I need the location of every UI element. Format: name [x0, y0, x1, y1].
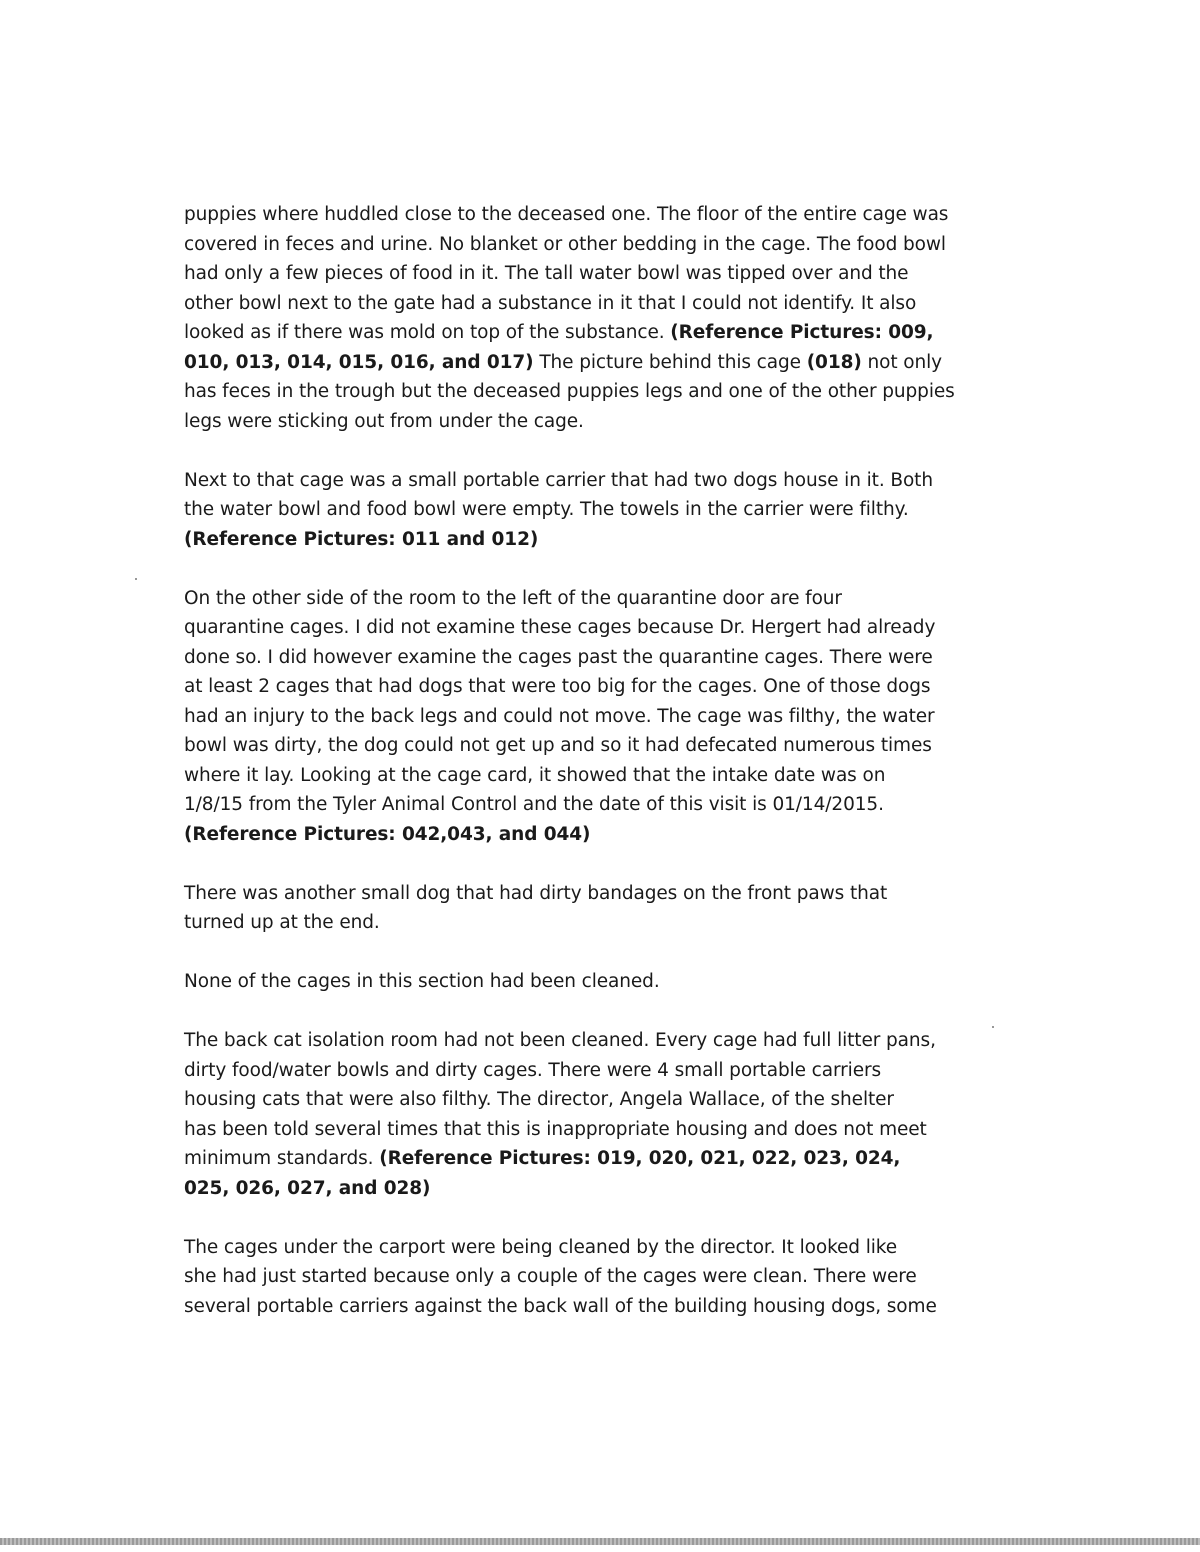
reference-pictures-text: (Reference Pictures: 009, 010, 013, 014, 015, 016, and 017)	[184, 322, 934, 373]
paragraph	[184, 1233, 1014, 1322]
paragraph-text: On the other side of the room to the left of the quarantine door are four quarantine cages. I did not examine these cages because Dr. Hergert had already done so. I did however examine the cages past the quarantine cages. There were at least 2 cages that had dogs that were too big for the cages. One of those dogs had an injury to the back legs and could not move. The cage was filthy, the water bowl was dirty, the dog could not get up and so it had defecated numerous times where it lay. Looking at the cage card, it showed that the intake date was on 1/8/15 from the Tyler Animal Control and the date of this visit is 01/14/2015.	[184, 587, 936, 815]
scan-bottom-edge	[0, 1538, 1200, 1545]
scan-speck	[135, 578, 137, 580]
paragraph	[184, 200, 1014, 436]
document-body	[184, 200, 1014, 1351]
reference-pictures-text: (Reference Pictures: 019, 020, 021, 022, 023, 024, 025, 026, 027, and 028)	[184, 1148, 901, 1199]
reference-pictures-text: (018)	[806, 351, 862, 373]
paragraph	[184, 967, 1014, 997]
paragraph	[184, 466, 1014, 555]
paragraph	[184, 1026, 1014, 1203]
paragraph-text: puppies where huddled close to the deceased one. The floor of the entire cage was covered in feces and urine. No blanket or other bedding in the cage. The food bowl had only a few pieces of food in it. The tall water bowl was tipped over and the other bowl next to the gate had a substance in it that I could not identify. It also looked as if there was mold on top of the substance.	[184, 204, 949, 343]
paragraph-text: The back cat isolation room had not been cleaned. Every cage had full litter pans, dirty food/water bowls and dirty cages. There were 4 small portable carriers housing cats that were also filthy. The director, Angela Wallace, of the shelter has been told several times that this is inappropriate housing and does not meet minimum standards.	[184, 1030, 936, 1169]
paragraph	[184, 584, 1014, 850]
reference-pictures-text: (Reference Pictures: 042,043, and 044)	[184, 823, 591, 845]
paragraph-text: None of the cages in this section had been cleaned.	[184, 971, 660, 992]
paragraph-text: not only has feces in the trough but the deceased puppies legs and one of the other puppies legs were sticking out from under the cage.	[184, 351, 955, 432]
paragraph-text: There was another small dog that had dirty bandages on the front paws that turned up at the end.	[184, 882, 888, 933]
reference-pictures-text: (Reference Pictures: 011 and 012)	[184, 528, 539, 550]
scan-speck	[992, 1026, 994, 1028]
paragraph	[184, 879, 1014, 938]
paragraph-text: Next to that cage was a small portable carrier that had two dogs house in it. Both the water bowl and food bowl were empty. The towels in the carrier were filthy.	[184, 469, 933, 520]
paragraph-text: The picture behind this cage	[533, 351, 807, 373]
paragraph-text: The cages under the carport were being cleaned by the director. It looked like she had just started because only a couple of the cages were clean. There were several portable carriers against the back wall of the building housing dogs, some	[184, 1236, 937, 1317]
